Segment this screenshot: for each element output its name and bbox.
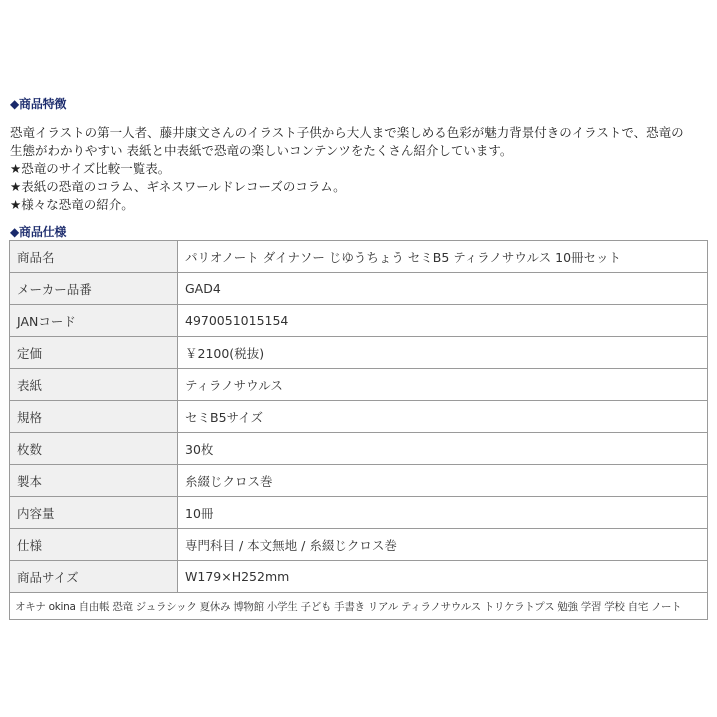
spec-value-product-name: パリオノート ダイナソー じゆうちょう セミB5 ティラノサウルス 10冊セット [178, 241, 708, 273]
spec-value-cover: ティラノサウルス [178, 369, 708, 401]
table-row [10, 529, 708, 561]
table-row [10, 369, 708, 401]
spec-label-product-name: 商品名 [10, 241, 178, 273]
table-row [10, 465, 708, 497]
specs-heading: ◆商品仕様 [10, 225, 67, 239]
table-row [10, 305, 708, 337]
spec-value-quantity: 10冊 [178, 497, 708, 529]
spec-value-maker-code: GAD4 [178, 273, 708, 305]
table-row [10, 593, 708, 620]
spec-label-jan-code: JANコード [10, 305, 178, 337]
spec-value-list-price: ￥2100(税抜) [178, 337, 708, 369]
spec-label-product-size: 商品サイズ [10, 561, 178, 593]
spec-label-standard: 規格 [10, 401, 178, 433]
spec-value-sheets: 30枚 [178, 433, 708, 465]
features-line: 恐竜イラストの第一人者、藤井康文さんのイラスト子供から大人まで楽しめる色彩が魅力背景付きのイラストで、恐竜の [10, 125, 684, 140]
spec-label-quantity: 内容量 [10, 497, 178, 529]
spec-label-specification: 仕様 [10, 529, 178, 561]
spec-label-cover: 表紙 [10, 369, 178, 401]
features-text [10, 124, 715, 214]
features-line: ★恐竜のサイズ比較一覧表。 [10, 161, 171, 176]
table-row [10, 273, 708, 305]
spec-value-jan-code: 4970051015154 [178, 305, 708, 337]
spec-value-specification: 専門科目 / 本文無地 / 糸綴じクロス巻 [178, 529, 708, 561]
table-row [10, 433, 708, 465]
spec-label-list-price: 定価 [10, 337, 178, 369]
features-line: 生態がわかりやすい 表紙と中表紙で恐竜の楽しいコンテンツをたくさん紹介しています。 [10, 143, 513, 158]
features-line: ★様々な恐竜の紹介。 [10, 197, 134, 212]
spec-value-binding: 糸綴じクロス巻 [178, 465, 708, 497]
spec-label-binding: 製本 [10, 465, 178, 497]
features-heading: ◆商品特徴 [10, 97, 67, 111]
table-row [10, 401, 708, 433]
features-line: ★表紙の恐竜のコラム、ギネスワールドレコーズのコラム。 [10, 179, 346, 194]
spec-value-standard: セミB5サイズ [178, 401, 708, 433]
spec-table [9, 240, 708, 620]
table-row [10, 497, 708, 529]
table-row [10, 337, 708, 369]
spec-value-product-size: W179×H252mm [178, 561, 708, 593]
table-row [10, 241, 708, 273]
keywords-cell: オキナ okina 自由帳 恐竜 ジュラシック 夏休み 博物館 小学生 子ども 手書き リアル ティラノサウルス トリケラトプス 勉強 学習 学校 自宅 ノート [10, 593, 708, 620]
spec-label-maker-code: メーカー品番 [10, 273, 178, 305]
table-row [10, 561, 708, 593]
spec-label-sheets: 枚数 [10, 433, 178, 465]
